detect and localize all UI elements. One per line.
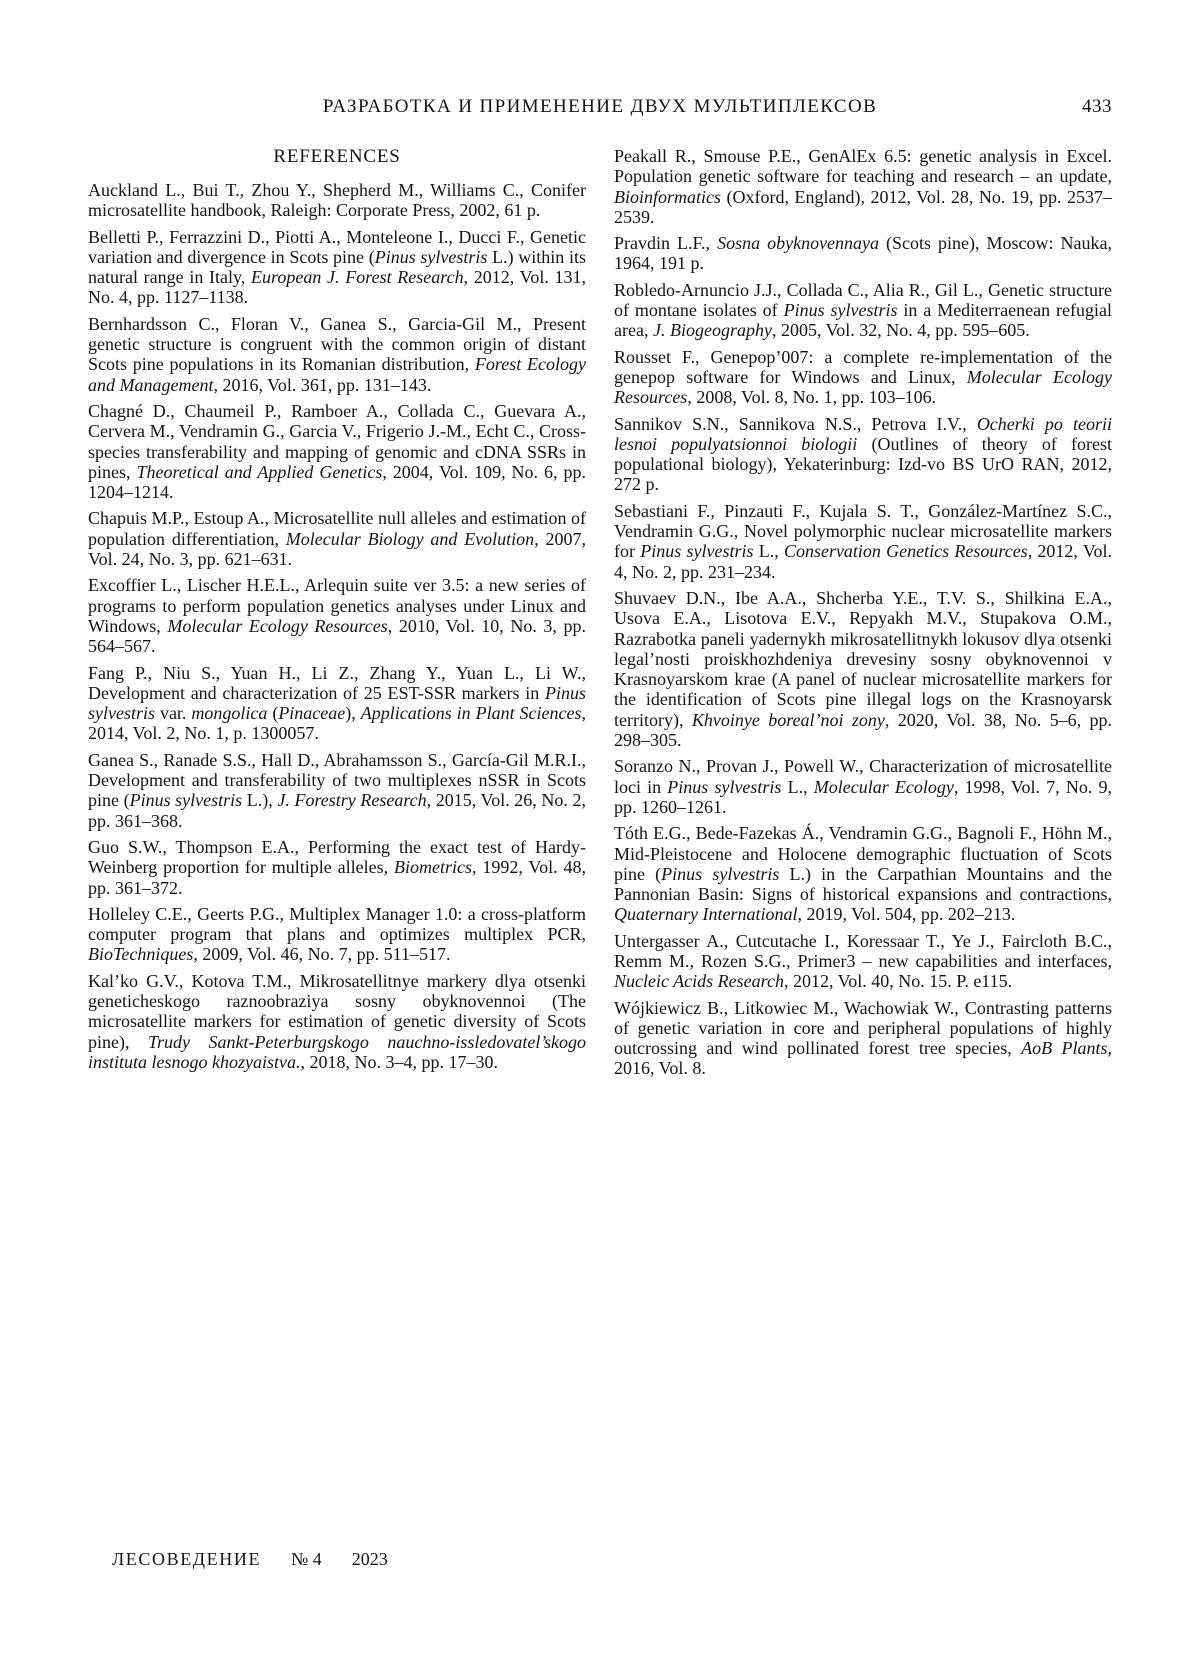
- reference-text-segment: , 2012, Vol. 40, No. 15. P. e115.: [783, 971, 1013, 992]
- reference-text-segment: Chapuis M.P., Estoup A., Microsatellite null alleles and estimation of population differentiation,: [88, 508, 586, 549]
- reference-text-segment: L.),: [242, 790, 278, 811]
- reference-text-segment: Chagné D., Chaumeil P., Ramboer A., Collada C., Guevara A., Cervera M., Vendramin G., Garcia V., Frigerio J.-M., Echt C., Cross-species transferability and mapping of genomic and cDNA SSRs in pines,: [88, 400, 586, 482]
- references-heading: REFERENCES: [273, 146, 401, 167]
- reference-text-segment: L.) within its natural range in Italy,: [88, 246, 586, 288]
- reference-italic-segment: Theoretical and Applied Genetics: [136, 461, 383, 482]
- page-footer: [112, 1549, 388, 1569]
- reference-text-segment: Sannikov S.N., Sannikova N.S., Petrova I.V.,: [614, 413, 977, 434]
- reference-text-segment: L.,: [753, 541, 784, 562]
- reference-text-segment: Peakall R., Smouse P.E., GenAlEx 6.5: genetic analysis in Excel. Population genetic software for teaching and research – an update,: [614, 146, 1112, 187]
- reference-entry: [614, 998, 1112, 1079]
- reference-text-segment: (Oxford, England), 2012, Vol. 28, No. 19, pp. 2537–2539.: [614, 186, 1112, 227]
- reference-text-segment: Untergasser A., Cutcutache I., Koressaar T., Ye J., Faircloth B.C., Remm M., Rozen S.G., Primer3 – new capabilities and interfaces,: [614, 930, 1112, 971]
- reference-text-segment: Pravdin L.F.,: [614, 233, 718, 254]
- reference-text-segment: Tóth E.G., Bede-Fazekas Á., Vendramin G.G., Bagnoli F., Höhn M., Mid-Pleistocene and Holocene demographic fluctuation of Scots pine (: [614, 823, 1112, 884]
- reference-entry: [614, 501, 1112, 582]
- reference-entry: [614, 347, 1112, 408]
- reference-text-segment: Fang P., Niu S., Yuan H., Li Z., Zhang Y., Yuan L., Li W., Development and characterization of 25 EST-SSR markers in: [88, 662, 586, 703]
- reference-entry: [614, 280, 1112, 341]
- reference-entry: [614, 823, 1112, 924]
- reference-text-segment: Belletti P., Ferrazzini D., Piotti A., Monteleone I., Ducci F., Genetic variation and divergence in Scots pine (: [88, 226, 586, 267]
- reference-text-segment: Rousset F., Genepop’007: a complete re-implementation of the genepop software for Windows and Linux,: [614, 346, 1112, 387]
- reference-italic-segment: Biometrics: [394, 857, 473, 878]
- reference-entry: [88, 314, 586, 395]
- reference-entry: [614, 931, 1112, 992]
- reference-entry: [614, 756, 1112, 817]
- reference-text-segment: Wójkiewicz B., Litkowiec M., Wachowiak W., Contrasting patterns of genetic variation in core and peripheral populations of highly outcrossing and wind pollinated forest tree species,: [614, 997, 1112, 1059]
- reference-entry: [88, 904, 586, 965]
- reference-entry: [614, 588, 1112, 750]
- reference-italic-segment: Conservation Genetics Resources: [783, 541, 1028, 562]
- reference-entry: [88, 508, 586, 569]
- reference-text-segment: Auckland L., Bui T., Zhou Y., Shepherd M., Williams C., Conifer microsatellite handbook, Raleigh: Corporate Press, 2002, 61 p.: [88, 180, 586, 221]
- reference-italic-segment: Molecular Ecology Resources: [167, 615, 388, 636]
- reference-italic-segment: Applications in Plant Sciences: [360, 703, 582, 724]
- reference-text-segment: Robledo-Arnuncio J.J., Collada C., Alia R., Gil L., Genetic structure of montane isolates of: [614, 279, 1112, 321]
- reference-text-segment: , 2016, Vol. 8.: [614, 1038, 1112, 1079]
- reference-text-segment: ),: [345, 703, 361, 724]
- reference-italic-segment: Quaternary International: [614, 904, 798, 925]
- references-column-left: [88, 146, 586, 1079]
- reference-text-segment: Holleley C.E., Geerts P.G., Multiplex Manager 1.0: a cross-platform computer program that plans and optimizes multiplex PCR,: [88, 903, 586, 945]
- reference-text-segment: , 2009, Vol. 46, No. 7, pp. 511–517.: [193, 944, 451, 965]
- reference-italic-segment: Ocherki po teorii lesnoi populyatsionnoi biologii: [614, 413, 1112, 454]
- reference-italic-segment: Pinus sylvestris: [783, 300, 898, 321]
- reference-text-segment: , 2012, Vol. 131, No. 4, pp. 1127–1138.: [88, 267, 587, 308]
- reference-text-segment: Kal’ko G.V., Kotova T.M., Mikrosatellitnye markery dlya otsenki geneticheskogo raznoobraziya sosny obyknovennoi (The microsatellite markers for estimation of genetic diversity of Scots pine),: [88, 970, 586, 1052]
- reference-text-segment: , 2005, Vol. 32, No. 4, pp. 595–605.: [771, 320, 1030, 341]
- reference-italic-segment: Bioinformatics: [614, 186, 721, 207]
- reference-text-segment: , 2008, Vol. 8, No. 1, pp. 103–106.: [687, 387, 937, 408]
- reference-entry: [88, 575, 586, 656]
- reference-entry: [88, 401, 586, 502]
- reference-text-segment: , 1992, Vol. 48, pp. 361–372.: [88, 857, 586, 898]
- running-title: РАЗРАБОТКА И ПРИМЕНЕНИЕ ДВУХ МУЛЬТИПЛЕКСОВ: [322, 96, 878, 117]
- reference-text-segment: Guo S.W., Thompson E.A., Performing the exact test of Hardy-Weinberg proportion for multiple alleles,: [88, 836, 586, 878]
- reference-italic-segment: Pinus sylvestris: [661, 863, 780, 884]
- reference-text-segment: Ganea S., Ranade S.S., Hall D., Abrahamsson S., García-Gil M.R.I., Development and transferability of two multiplexes nSSR in Scots pine (: [88, 749, 586, 811]
- reference-text-segment: , 2004, Vol. 109, No. 6, pp. 1204–1214.: [88, 461, 586, 503]
- reference-entry: [614, 233, 1112, 274]
- reference-italic-segment: BioTechniques: [88, 944, 194, 965]
- reference-text-segment: (Outlines of theory of forest populational biology), Yekaterinburg: Izd-vo BS UrO RAN, 2012, 272 p.: [614, 433, 1113, 495]
- reference-entry: [88, 180, 586, 221]
- reference-italic-segment: Pinus sylvestris: [640, 541, 754, 562]
- reference-italic-segment: J. Forestry Research: [277, 790, 427, 811]
- reference-italic-segment: Khvoinye boreal’noi zony: [691, 709, 885, 730]
- reference-italic-segment: Nucleic Acids Research: [614, 971, 784, 992]
- reference-italic-segment: European J. Forest Research: [251, 267, 464, 288]
- reference-entry: [88, 837, 586, 898]
- reference-text-segment: , 2018, No. 3–4, pp. 17–30.: [300, 1051, 498, 1072]
- references-list-left: [88, 180, 586, 1072]
- reference-text-segment: , 1998, Vol. 7, No. 9, pp. 1260–1261.: [614, 776, 1112, 817]
- reference-text-segment: (Scots pine), Moscow: Nauka, 1964, 191 p.: [614, 233, 1113, 274]
- footer-year: 2023: [351, 1549, 388, 1569]
- reference-italic-segment: Pinaceae: [278, 703, 346, 724]
- reference-italic-segment: J. Biogeography: [652, 320, 772, 341]
- reference-entry: [614, 146, 1112, 227]
- reference-entry: [88, 971, 586, 1072]
- reference-italic-segment: Molecular Ecology: [813, 776, 954, 797]
- reference-text-segment: Soranzo N., Provan J., Powell W., Characterization of microsatellite loci in: [614, 756, 1112, 797]
- footer-journal-name: ЛЕСОВЕДЕНИЕ: [112, 1549, 262, 1569]
- reference-italic-segment: Pinus sylvestris: [374, 246, 488, 267]
- reference-text-segment: , 2019, Vol. 504, pp. 202–213.: [797, 904, 1016, 925]
- reference-text-segment: , 2012, Vol. 4, No. 2, pp. 231–234.: [614, 541, 1113, 582]
- reference-italic-segment: Molecular Ecology Resources: [614, 366, 1112, 408]
- reference-text-segment: Sebastiani F., Pinzauti F., Kujala S. T., González-Martínez S.C., Vendramin G.G., Novel polymorphic nuclear microsatellite markers for: [614, 500, 1112, 562]
- references-list-right: [614, 146, 1112, 1079]
- reference-text-segment: , 2014, Vol. 2, No. 1, p. 1300057.: [88, 703, 586, 744]
- reference-text-segment: L.,: [781, 776, 814, 797]
- reference-italic-segment: Molecular Biology and Evolution: [285, 528, 535, 549]
- reference-text-segment: L.) in the Carpathian Mountains and the Pannonian Basin: Signs of historical expansions and contractions,: [614, 863, 1113, 905]
- reference-italic-segment: Pinus sylvestris: [129, 790, 243, 811]
- page-number: 433: [1082, 96, 1112, 117]
- reference-text-segment: , 2016, Vol. 361, pp. 131–143.: [213, 374, 432, 395]
- reference-text-segment: , 2007, Vol. 24, No. 3, pp. 621–631.: [88, 528, 587, 570]
- reference-entry: [88, 663, 586, 744]
- reference-italic-segment: mongolica: [191, 703, 268, 724]
- references-section: [88, 146, 1112, 1079]
- running-head: [88, 96, 1112, 118]
- reference-text-segment: , 2015, Vol. 26, No. 2, pp. 361–368.: [88, 790, 586, 831]
- reference-text-segment: , 2020, Vol. 38, No. 5–6, pp. 298–305.: [614, 709, 1112, 751]
- reference-entry: [88, 227, 586, 308]
- reference-text-segment: , 2010, Vol. 10, No. 3, pp. 564–567.: [88, 615, 586, 657]
- reference-entry: [88, 750, 586, 831]
- reference-text-segment: (: [267, 703, 279, 724]
- reference-italic-segment: Sosna obyknovennaya: [717, 233, 880, 254]
- reference-italic-segment: Trudy Sankt-Peterburgskogo nauchno-issledovatel’skogo instituta lesnogo khozyaistva.: [88, 1031, 586, 1072]
- reference-italic-segment: Forest Ecology and Management: [88, 354, 586, 395]
- reference-italic-segment: Pinus sylvestris: [667, 776, 782, 797]
- footer-issue: № 4: [291, 1549, 322, 1569]
- reference-text-segment: Excoffier L., Lischer H.E.L., Arlequin suite ver 3.5: a new series of programs to perform population genetics analyses under Linux and Windows,: [88, 575, 586, 636]
- reference-text-segment: in a Mediterraenean refugial area,: [614, 300, 1112, 341]
- reference-italic-segment: AoB Plants: [1021, 1038, 1108, 1059]
- reference-italic-segment: Pinus sylvestris: [88, 682, 586, 724]
- reference-text-segment: Shuvaev D.N., Ibe A.A., Shcherba Y.E., T.V. S., Shilkina E.A., Usova E.A., Lisotova E.V., Repyakh M.V., Stupakova O.M., Razrabotka paneli yadernykh mikrosatellitnykh lokusov dlya otsenki legal’nosti proiskhozhdeniya drevesiny sosny obyknovennoi v Krasnoyarskom krae (A panel of nuclear microsatellite markers for the identification of Scots pine illegal logs on the Krasnoyarsk territory),: [614, 587, 1112, 730]
- reference-text-segment: Bernhardsson C., Floran V., Ganea S., Garcia-Gil M., Present genetic structure is congruent with the common origin of distant Scots pine populations in its Romanian distribution,: [88, 313, 586, 375]
- reference-text-segment: var.: [155, 703, 192, 724]
- references-column-right: [614, 146, 1112, 1079]
- reference-entry: [614, 414, 1112, 495]
